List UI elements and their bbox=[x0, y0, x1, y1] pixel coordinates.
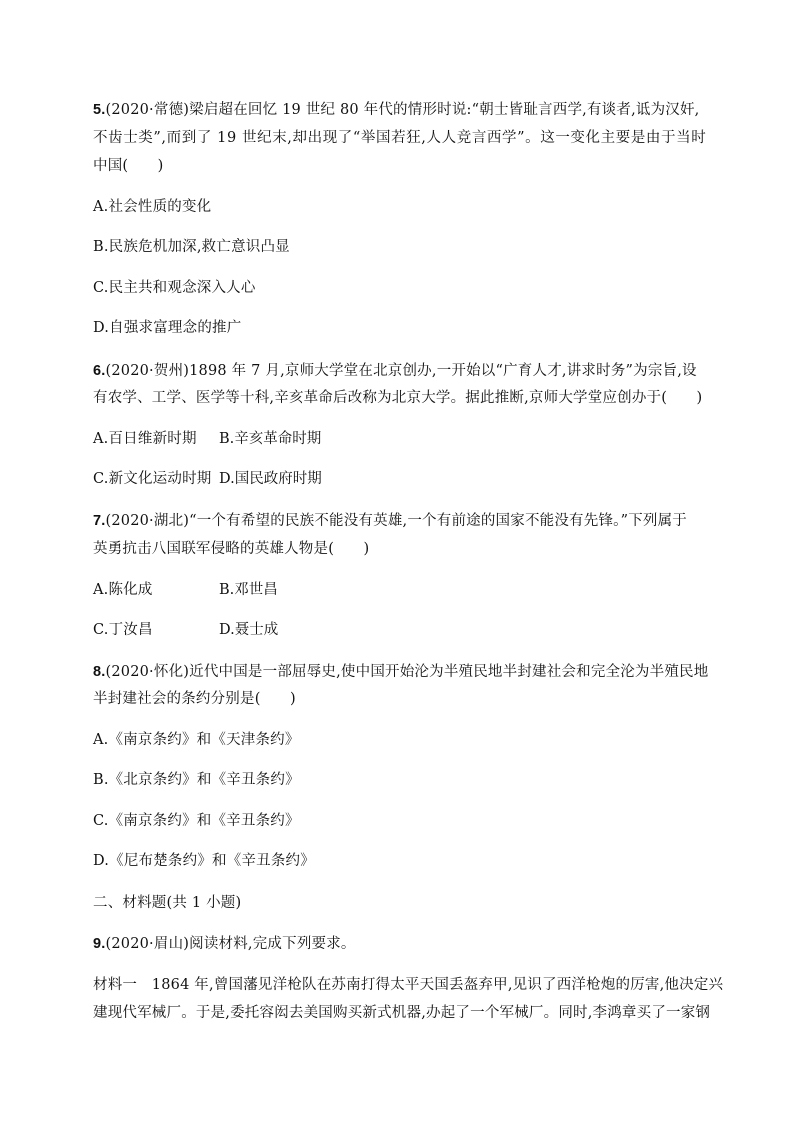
q6-number: 6. bbox=[93, 363, 106, 379]
q6-line-2: 有农学、工学、医学等十科,辛亥革命后改称为北京大学。据此推断,京师大学堂应创办于( ) bbox=[93, 390, 703, 406]
q5-line-2: 不齿士类”,而到了 19 世纪末,却出现了“举国若狂,人人竞言西学”。这一变化主要是由于当时 bbox=[93, 130, 707, 146]
q5-line-3: 中国( ) bbox=[93, 158, 164, 174]
material1-line-1: 材料一 1864 年,曾国藩见洋枪队在苏南打得太平天国丢盔弃甲,见识了西洋枪炮的厉害,他决定兴 bbox=[93, 977, 724, 993]
q9-text-1: (2020·眉山)阅读材料,完成下列要求。 bbox=[105, 936, 356, 952]
q7-line-1 bbox=[93, 511, 687, 531]
q8-line-2: 半封建社会的条约分别是( ) bbox=[93, 691, 296, 707]
q7-number: 7. bbox=[93, 513, 106, 529]
q8-option-a: A.《南京条约》和《天津条约》 bbox=[93, 732, 300, 748]
q5-option-d: D.自强求富理念的推广 bbox=[93, 320, 242, 336]
q7-option-a: A.陈化成 bbox=[93, 582, 153, 598]
q8-number: 8. bbox=[93, 664, 106, 680]
q9-line-1 bbox=[93, 934, 356, 954]
q7-line-2: 英勇抗击八国联军侵略的英雄人物是( ) bbox=[93, 541, 370, 557]
q7-option-c: C.丁汝昌 bbox=[93, 622, 153, 638]
q5-number: 5. bbox=[93, 102, 106, 118]
q7-option-b: B.邓世昌 bbox=[219, 582, 278, 598]
q8-option-d: D.《尼布楚条约》和《辛丑条约》 bbox=[93, 853, 315, 869]
q6-line-1 bbox=[93, 361, 697, 381]
q6-option-a: A.百日维新时期 bbox=[93, 431, 197, 447]
q7-option-d: D.聂士成 bbox=[219, 622, 279, 638]
material1-line-2: 建现代军械厂。于是,委托容闳去美国购买新式机器,办起了一个军械厂。同时,李鸿章买了一家钢 bbox=[93, 1005, 711, 1021]
q9-number: 9. bbox=[93, 936, 106, 952]
section-heading: 二、材料题(共 1 小题) bbox=[93, 895, 242, 911]
q6-text-1: (2020·贺州)1898 年 7 月,京师大学堂在北京创办,一开始以“广育人才,讲求时务”为宗旨,设 bbox=[105, 363, 697, 379]
q8-line-1 bbox=[93, 662, 708, 682]
q5-text-1: (2020·常德)梁启超在回忆 19 世纪 80 年代的情形时说:“朝士皆耻言西学,有谈者,诋为汉奸, bbox=[105, 102, 700, 118]
q5-option-b: B.民族危机加深,救亡意识凸显 bbox=[93, 239, 290, 255]
q5-option-c: C.民主共和观念深入人心 bbox=[93, 280, 256, 296]
q6-option-d: D.国民政府时期 bbox=[219, 471, 322, 487]
q6-option-b: B.辛亥革命时期 bbox=[219, 431, 322, 447]
q8-option-c: C.《南京条约》和《辛丑条约》 bbox=[93, 813, 300, 829]
q5-line-1 bbox=[93, 100, 700, 120]
q6-option-c: C.新文化运动时期 bbox=[93, 471, 212, 487]
q8-text-1: (2020·怀化)近代中国是一部屈辱史,使中国开始沦为半殖民地半封建社会和完全沦为半殖民地 bbox=[105, 664, 709, 680]
q5-option-a: A.社会性质的变化 bbox=[93, 199, 212, 215]
q8-option-b: B.《北京条约》和《辛丑条约》 bbox=[93, 772, 300, 788]
q7-text-1: (2020·湖北)“一个有希望的民族不能没有英雄,一个有前途的国家不能没有先锋。”下列属于 bbox=[105, 513, 688, 529]
